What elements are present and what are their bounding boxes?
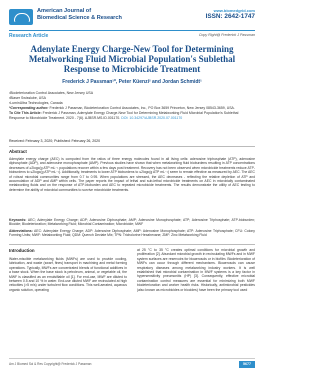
article-title: Adenylate Energy Charge-New Tool for Determining Metalworking Fluid Microbial Population's Sublethal Response to Microbicide Treatment: [28, 44, 236, 74]
abbreviations-label: Abbreviations:: [9, 229, 33, 233]
affiliations: [9, 91, 255, 121]
issn-label: ISSN: 2642-1747: [205, 13, 255, 20]
affiliation-2: ²Blaser Swisslube, USA: [9, 96, 46, 100]
abstract-text: Adenylate energy charge (AEC) is computed from the ratios of three energy molecules found in all living cells: adenosine triphosphate (ATP), adenosine diphosphate (ADP), and adenosine monophosphate (AMP). Previous studies have shown that when metalworking fluid bioburdens resulting in ATP concentrations decreases of ≥2logc(g ATP mL⁻¹ populations recover within a few days post treatment. Recovery has not been observed when microbicide treatments reduce ATP-bioburdens to ≤2logc(g ATP mL⁻¹). Additionally, treatments to lower ATP bioburdens to ≤2logc(g ATP mL⁻¹) seem to remain effective as measured by AEC. The AEC of robust microbial communities range from 0.7 to 0.95. When populations are stressed, the AEC decreases - reflecting the relative depletion of ATP and accumulation of ADP and AMP within cells. The paper reports the impact of lethal and sub-lethal microbicide treatments on AEC in microbially contaminated metalworking fluids and on the response of ATP-bioburden and AEC to repeated microbicide treatments. The results demonstrate the utility of AEC testing to determine the ability of microbial communities to survive microbicide treatments.: [9, 157, 255, 192]
corresponding-author-label: *Corresponding author:: [9, 106, 49, 110]
footer-citation: Am J Biomed Sci & Res Copyright@ Frederick J Passman: [9, 362, 92, 366]
received-date: Received: February 3, 2020;: [9, 139, 54, 143]
introduction-column-right: at 25 °C to 35 °C creates optimal conditions for microbial growth and proliferation [2]. Abundant microbial growth in recirculating MWFs and in MWF system surfaces are reservoirs for bioaerosols or in biofilm. Biodeterioration of MWFs can occur through different mechanisms. Bioaerosols can cause respiratory diseases among metalworking industry workers. It is well established that microbial contamination in MWF systems is a key factor in hypersensitivity pneumonitis (HP) [3]. Consequently, effective microbial contamination control measures are essential for minimizing both MWF biodeterioration and worker health risks. Historically, antimicrobial pesticides (also known as microbicides or biocides) have been the primary tool used: [137, 248, 255, 292]
article-type-label: Research Article: [9, 33, 49, 39]
journal-name-line2: Biomedical Science & Research: [37, 14, 122, 21]
abstract-heading: Abstract: [9, 149, 27, 154]
abbreviations-text: AEC: Adenylate Energy Charge; ADP: Adenosine Diphosphate; AMP: Adenosine Monophosphate; ATP: Adenosine Triphosphate; CFU: Colony Forming Units; MWF: Metalworking Fluid; QDM: Quench Deviate Mix; TPN: Tricholorine Hexahexane; ZMF: Zinc Metalworking Fluid: [9, 229, 255, 238]
citation-block: [9, 111, 255, 121]
journal-logo-icon: [9, 9, 33, 25]
introduction-column-left: Water-miscible metalworking fluids (MWFs) are used to provide cooling, lubrication, and waste (swarf, fines) transport in machining and metal forming operations. Typically, MWFs are concentrated blends of functional additives in a base stock. When the base stock is petroleum, animal, or vegetable oil, the MWF is classified as an emulsifiable oil [1]. For end-use, MWF are diluted to between 0.5 and 10 % in water. End-use diluted MWF are recirculated at high velocities (>5 m/s) under turbulent flow conditions. This well-aerated, aqueous organic solution, operating: [9, 257, 127, 292]
journal-name: [37, 8, 122, 21]
journal-header: [9, 8, 255, 30]
journal-meta: [206, 8, 255, 21]
intro-divider: [9, 244, 255, 245]
footer-divider: [9, 358, 255, 359]
keywords: [9, 218, 255, 227]
published-date: Published: February 26, 2020: [54, 139, 101, 143]
abbreviations: [9, 229, 255, 238]
header-divider: [9, 30, 255, 31]
page-number: 5677: [239, 361, 255, 368]
keywords-text: AEC; Adenylate Energy Charge; ADP; Adenosine Diphosphate; AMP; Adenosine Monophosphate; ATP; Adenosine Triphosphate; ATP-bioburden; Biocide; Biodeterioration; Metalworking Fluid; Microbial Contamination; Microbicide; MWF: [9, 218, 255, 227]
keywords-label: Keywords:: [9, 218, 27, 222]
journal-name-line1: American Journal of: [37, 8, 92, 14]
copyright-label: Copy Right@ Frederick J Passman: [198, 33, 255, 37]
journal-website-link[interactable]: www.biomedgrid.com: [213, 8, 255, 13]
citation-label: To Cite This Article:: [9, 111, 42, 115]
citation-text: Frederick J Passman, Adenylate Energy Charge-New Tool for Determining Metalworking Fluid Microbial Population's Sublethal Response to Microbicide Treatment. 2020 - 7(6). AJBSR.MS.ID.001170.: [9, 111, 239, 120]
article-type-row: [9, 33, 255, 40]
doi-link[interactable]: DOI: 10.34297/AJBSR.2020.07.001170: [121, 116, 183, 120]
introduction-heading: Introduction: [9, 248, 35, 253]
affiliation-1: ¹Biodeterioration Control Associates, New Jersey USA: [9, 91, 94, 95]
publication-dates: [9, 139, 255, 144]
affiliation-3: ³LuminUltra Technologies, Canada: [9, 101, 63, 105]
abstract-divider: [9, 146, 255, 147]
corresponding-author-text: Frederick J Passman, Biodeterioration Control Associates, Inc., PO Box 3659 Princeton, New Jersey 08543-3659, USA.: [49, 106, 235, 110]
author-list[interactable]: Frederick J Passman¹*, Peter Küenzi² and Jordan Schmidt¹: [62, 79, 202, 85]
